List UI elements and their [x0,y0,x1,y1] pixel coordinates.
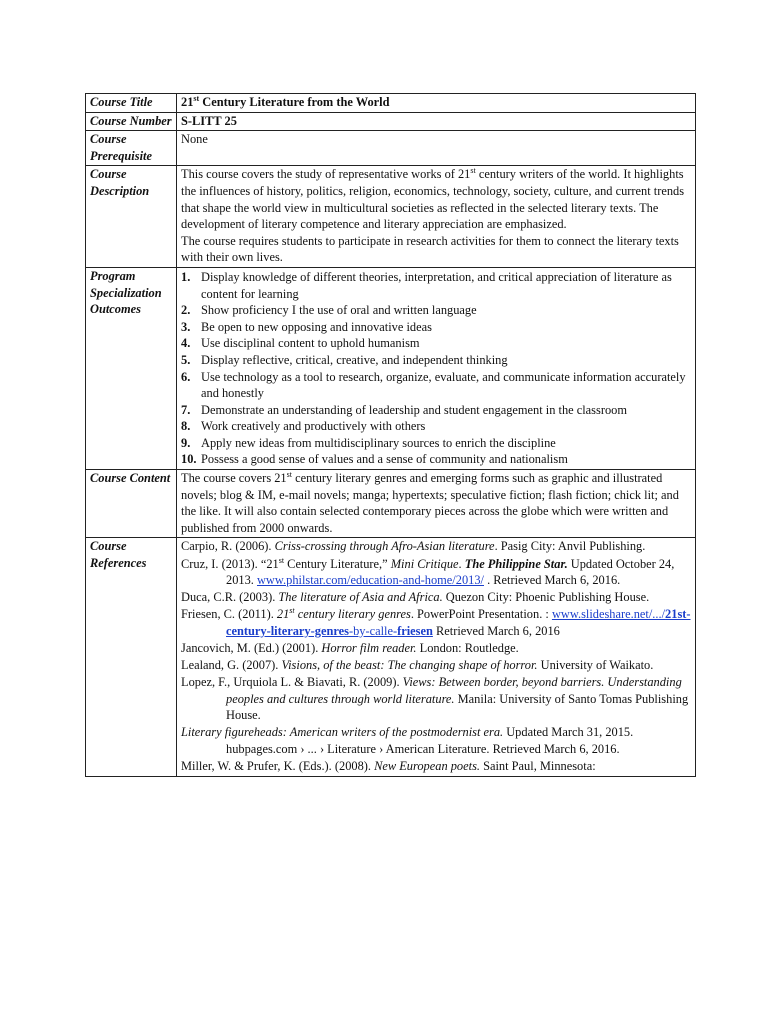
reference-title [277,607,411,621]
course-title-sup: st [193,94,200,103]
course-number-row [86,112,696,131]
reference-text: . Retrieved March 6, 2016. [483,573,621,588]
reference-text: University of Waikato. [537,658,654,673]
reference-title: Views: Between border, beyond barriers. Understanding peoples and cultures through world literature. [226,675,682,706]
reference-text: London: Routledge. [416,641,519,655]
list-item-text: Be open to new opposing and innovative ideas [201,319,432,334]
list-item-number: 5. [181,352,191,367]
course-prerequisite-value: None [177,131,696,166]
list-item [181,451,692,468]
reference-text: Century Literature,” [284,556,391,571]
reference-text: Cruz, I. (2013). “21 [181,556,279,571]
program-outcomes-value [177,267,696,469]
course-content-label: Course Content [86,470,177,538]
reference-item [181,674,692,724]
reference-text: Carpio, R. (2006). [181,539,275,554]
list-item-text: Display reflective, critical, creative, and independent thinking [201,352,508,367]
list-item-text: Demonstrate an understanding of leadership and student engagement in the classroom [201,402,627,417]
description-paragraph-1 [181,166,692,232]
list-item-number: 2. [181,303,191,318]
reference-item [181,538,692,555]
list-item [181,435,692,452]
list-item-number: 7. [181,402,191,417]
reference-text: . PowerPoint Presentation. : [410,607,552,622]
link-part: www.slideshare.net/.../ [551,607,666,622]
reference-title-text: century literary genres [294,607,411,622]
list-item-text: Possess a good sense of values and a sense of community and nationalism [201,452,568,467]
reference-text: Retrieved March 6, 2016 [432,623,560,638]
course-prerequisite-label: Course Prerequisite [86,131,177,166]
course-description-value [177,166,696,268]
reference-sup: st [278,555,285,565]
list-item [181,402,692,419]
reference-title-text: 21 [276,607,290,622]
course-content-value [177,470,696,538]
course-title-text-rest: Century Literature from the World [199,95,390,109]
list-item-text: Use disciplinal content to uphold humanism [201,336,420,351]
list-item-text: Apply new ideas from multidisciplinary sources to enrich the discipline [201,435,556,450]
reference-text: Lopez, F., Urquiola L. & Biavati, R. (2009). [181,675,403,690]
reference-text: Jancovich, M. (Ed.) (2001). [181,641,322,655]
description-text-rest: century writers of the world. It highlights the influences of history, politics, religion, economics, technology, society, culture, and current trends that shape the world view in multicultural societies as reflected in the selected literary texts. The development of literary competence and literary appreciation are emphasized. [181,167,685,232]
content-sup: st [286,470,292,480]
program-outcomes-row [86,267,696,469]
reference-publication: The Philippine Star. [464,556,568,571]
reference-item [181,589,692,606]
course-description-row [86,166,696,268]
reference-item [181,657,692,674]
reference-text: Duca, C.R. (2003). [181,590,279,605]
reference-title: Literary figureheads: American writers of the postmodernist era. [181,725,504,740]
list-item [181,302,692,319]
reference-title: Criss-crossing through Afro-Asian literature [274,539,495,554]
list-item-text: Display knowledge of different theories, interpretation, and critical appreciation of literature as content for learning [201,269,672,301]
reference-item [181,556,692,589]
reference-text: . [458,556,465,571]
list-item-number: 8. [181,419,191,434]
program-outcomes-label: Program Specialization Outcomes [86,267,177,469]
reference-item [181,724,692,757]
course-title-text: 21 [181,95,194,109]
course-number-label: Course Number [86,112,177,131]
reference-link[interactable]: www.philstar.com/education-and-home/2013/ [256,573,484,588]
reference-title: Horror film reader. [321,641,417,655]
list-item-number: 4. [181,336,191,351]
list-item-text: Show proficiency I the use of oral and written language [201,303,477,318]
description-text: This course covers the study of representative works of 21 [181,167,471,182]
reference-item [181,640,692,657]
reference-text: Saint Paul, Minnesota: [480,759,596,774]
list-item-text: Use technology as a tool to research, organize, evaluate, and communicate information accurately and honestly [201,369,686,401]
list-item [181,418,692,435]
course-content-row [86,470,696,538]
reference-text: . Pasig City: Anvil Publishing. [494,539,646,554]
description-paragraph-2: The course requires students to participate in research activities for them to connect the literary texts with their own lives. [181,233,679,265]
list-item-number: 6. [181,369,191,384]
list-item [181,352,692,369]
reference-text: Friesen, C. (2011). [181,607,277,622]
list-item [181,319,692,336]
reference-title: New European poets. [374,759,480,774]
course-title-value [177,94,696,113]
link-part: friesen [397,623,433,638]
reference-item [181,606,692,639]
course-title-row [86,94,696,113]
list-item [181,369,692,402]
outcomes-list [181,269,692,468]
course-description-label: Course Description [86,166,177,268]
course-references-label [86,538,177,777]
list-item [181,269,692,302]
content-text: The course covers 21 [181,471,287,486]
list-item-number: 9. [181,435,191,450]
reference-title: The literature of Asia and Africa. [278,590,443,605]
course-references-row [86,538,696,777]
reference-text: Quezon City: Phoenic Publishing House. [442,590,650,605]
list-item-text: Work creatively and productively with others [201,419,426,434]
course-number-value: S-LITT 25 [177,112,696,131]
list-item [181,335,692,352]
content-text-rest: century literary genres and emerging forms such as graphic and illustrated novels; blog & IM, e-mail novels; manga; hypertexts; speculative fiction; flash fiction; chick lit; and the like. It will also contain selected contemporary pieces across the globe which were written and published from 2000 onwards. [181,471,679,535]
list-item-number: 3. [181,319,191,334]
reference-title: Mini Critique [390,556,459,571]
course-syllabus-table [85,93,696,777]
reference-text: Miller, W. & Prufer, K. (Eds.). (2008). [181,759,375,774]
description-sup: st [470,166,476,176]
reference-item [181,758,692,775]
link-part: -by-calle- [348,623,398,638]
reference-title: Visions, of the beast: The changing shape of horror. [281,658,538,673]
course-title-label: Course Title [86,94,177,113]
list-item-number: 1. [181,269,191,284]
course-prerequisite-row [86,131,696,166]
reference-text: Updated October 24, 2013. [226,556,675,588]
reference-text: Updated March 31, 2015. hubpages.com › ... › Literature › American Literature. Retrieved March 6, 2016. [226,725,634,757]
list-item-number: 10. [181,452,197,467]
course-references-value [177,538,696,777]
reference-sup: st [289,606,295,616]
reference-text: Manila: University of Santo Tomas Publishing House. [226,691,689,723]
reference-text: Lealand, G. (2007). [181,658,282,673]
link-part: 21st-century-literary-genres [226,607,691,638]
references-label-text: Course References [90,539,147,571]
